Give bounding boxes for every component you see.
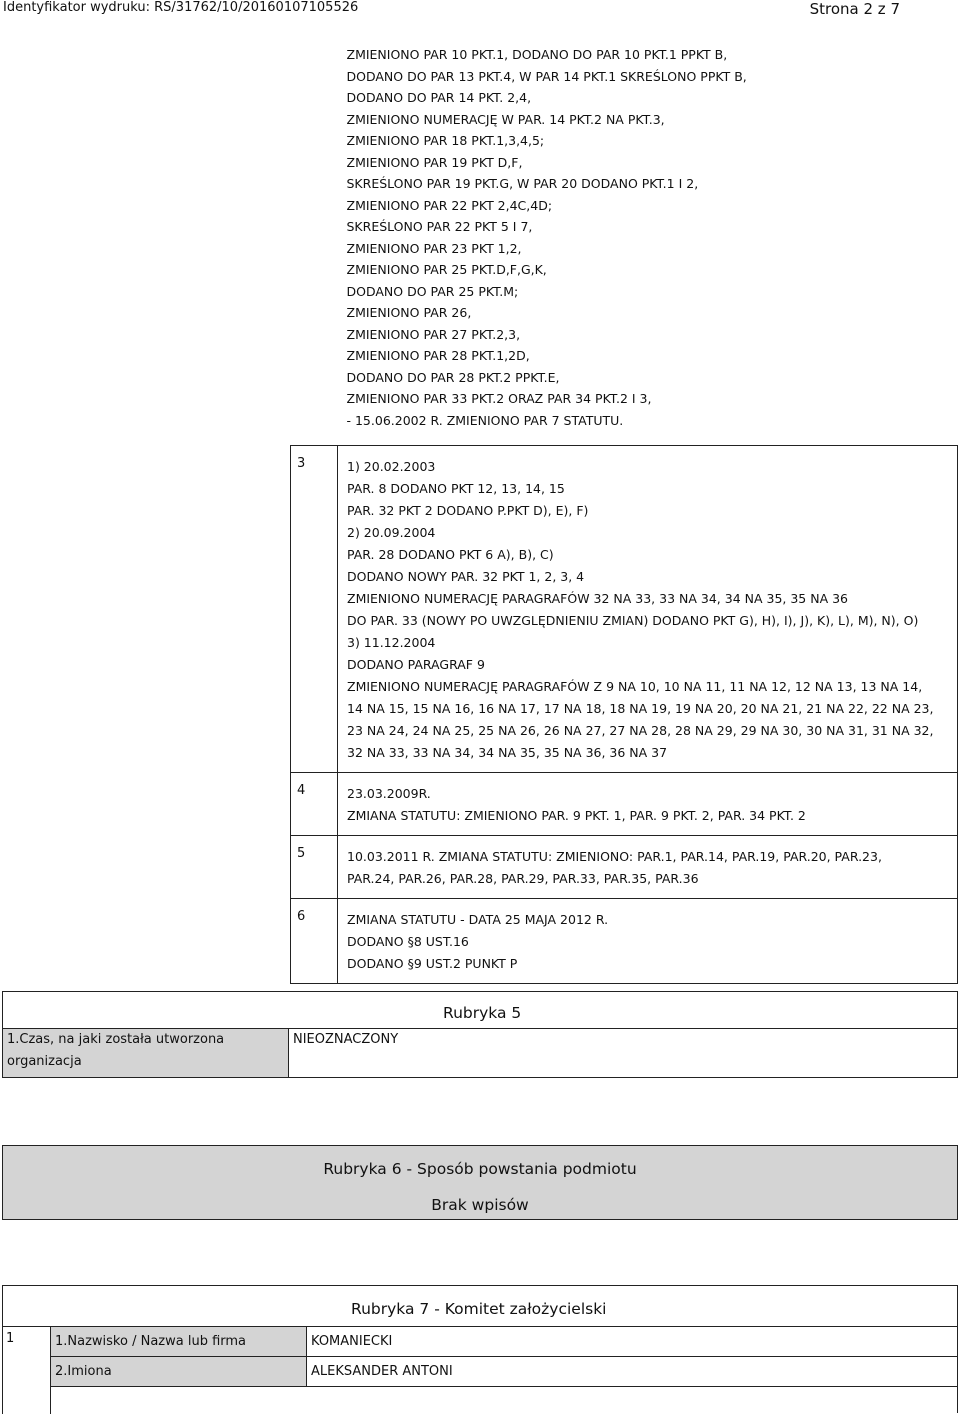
amendment-line: - 15.06.2002 R. ZMIENIONO PAR 7 STATUTU. — [346, 412, 624, 428]
amendment-line: ZMIENIONO PAR 27 PKT.2,3, — [346, 326, 521, 342]
first-names-label: 2.Imiona — [55, 1364, 112, 1379]
duration-label — [2, 1028, 289, 1078]
amendment-line: ZMIENIONO PAR 19 PKT D,F, — [346, 154, 523, 170]
amendment-line: SKREŚLONO PAR 22 PKT 5 I 7, — [346, 219, 533, 234]
amendment-line: ZMIENIONO NUMERACJĘ PARAGRAFÓW Z 9 NA 10, 10 NA 11, 11 NA 12, 12 NA 13, 13 NA 14, — [347, 679, 923, 694]
amendment-line: ZMIANA STATUTU - DATA 25 MAJA 2012 R. — [347, 912, 609, 927]
amendment-line: PAR.24, PAR.26, PAR.28, PAR.29, PAR.33, PAR.35, PAR.36 — [347, 871, 699, 886]
amendment-line: 3) 11.12.2004 — [347, 635, 436, 650]
amendment-line: DODANO DO PAR 14 PKT. 2,4, — [346, 90, 532, 105]
amendment-line: ZMIENIONO PAR 28 PKT.1,2D, — [346, 348, 530, 363]
amendment-text — [338, 20, 958, 446]
amendments-table — [290, 20, 958, 984]
duration-value: NIEOZNACZONY — [293, 1032, 399, 1047]
amendment-line: 32 NA 33, 33 NA 34, 34 NA 35, 35 NA 36, 36 NA 37 — [347, 745, 668, 760]
amendment-line: ZMIENIONO PAR 10 PKT.1, DODANO DO PAR 10 PKT.1 PPKT B, — [346, 47, 728, 62]
amendment-line: 14 NA 15, 15 NA 16, 16 NA 17, 17 NA 18, 18 NA 19, 19 NA 20, 20 NA 21, 21 NA 22, 22 NA 23, — [347, 701, 934, 716]
rubryka-7-title: Rubryka 7 - Komitet założycielski — [351, 1300, 607, 1318]
page-number: Strona 2 z 7 — [809, 0, 900, 18]
rubryka-6-section — [2, 1145, 958, 1220]
amendment-text — [338, 836, 958, 899]
name-label: 1.Nazwisko / Nazwa lub firma — [55, 1334, 247, 1349]
first-names-value: ALEKSANDER ANTONI — [311, 1364, 453, 1379]
amendment-line: PAR. 32 PKT 2 DODANO P.PKT D), E), F) — [347, 503, 589, 518]
amendment-line: 23 NA 24, 24 NA 25, 25 NA 26, 26 NA 27, 27 NA 28, 28 NA 29, 29 NA 30, 30 NA 31, 31 NA 32, — [347, 723, 934, 738]
amendment-line: DODANO NOWY PAR. 32 PKT 1, 2, 3, 4 — [347, 569, 585, 584]
amendment-line: ZMIENIONO PAR 26, — [346, 305, 472, 320]
duration-label-text: 1.Czas, na jaki została utworzona organizacja — [7, 1032, 225, 1069]
amendment-line: DODANO DO PAR 25 PKT.M; — [346, 283, 519, 299]
amendment-line: ZMIENIONO PAR 25 PKT.D,F,G,K, — [346, 262, 547, 277]
duration-value-cell — [288, 1028, 958, 1078]
amendment-number: 3 — [291, 446, 338, 773]
amendment-line: DODANO DO PAR 13 PKT.4, W PAR 14 PKT.1 SKREŚLONO PPKT B, — [346, 68, 747, 84]
amendment-row — [291, 899, 958, 984]
amendment-row — [291, 773, 958, 836]
name-label-cell — [50, 1326, 307, 1357]
amendment-line: DODANO §9 UST.2 PUNKT P — [347, 956, 518, 971]
amendment-line: SKREŚLONO PAR 19 PKT.G, W PAR 20 DODANO PKT.1 I 2, — [346, 176, 699, 191]
amendment-row — [291, 446, 958, 773]
rubryka-6-title: Rubryka 6 - Sposób powstania podmiotu — [323, 1160, 637, 1178]
amendment-line: ZMIENIONO NUMERACJĘ PARAGRAFÓW 32 NA 33, 33 NA 34, 34 NA 35, 35 NA 36 — [347, 591, 849, 606]
amendment-number: 6 — [291, 899, 338, 984]
amendment-line: ZMIENIONO PAR 18 PKT.1,3,4,5; — [346, 133, 545, 148]
amendment-number: 4 — [291, 773, 338, 836]
amendment-line: DODANO PARAGRAF 9 — [347, 657, 485, 672]
amendment-number — [291, 20, 338, 446]
amendment-line: PAR. 28 DODANO PKT 6 A), B), C) — [347, 547, 554, 562]
print-identifier: Identyfikator wydruku: RS/31762/10/20160107105526 — [3, 0, 359, 15]
amendment-number: 5 — [291, 836, 338, 899]
amendment-row — [291, 20, 958, 446]
amendment-line: ZMIANA STATUTU: ZMIENIONO PAR. 9 PKT. 1, PAR. 9 PKT. 2, PAR. 34 PKT. 2 — [347, 808, 806, 823]
amendment-line: ZMIENIONO NUMERACJĘ W PAR. 14 PKT.2 NA PKT.3, — [346, 111, 665, 127]
amendment-text — [338, 899, 958, 984]
amendment-line: 1) 20.02.2003 — [347, 459, 436, 474]
committee-row-number-cell — [2, 1326, 51, 1414]
amendment-line: ZMIENIONO PAR 23 PKT 1,2, — [346, 240, 522, 256]
amendment-line: ZMIENIONO PAR 33 PKT.2 ORAZ PAR 34 PKT.2 I 3, — [346, 391, 652, 406]
amendment-line: PAR. 8 DODANO PKT 12, 13, 14, 15 — [347, 481, 565, 496]
rubryka-5-section — [2, 991, 958, 1078]
name-value: KOMANIECKI — [311, 1334, 393, 1349]
first-names-label-cell — [50, 1356, 307, 1387]
rubryka-7-section — [2, 1285, 958, 1413]
amendment-line: DODANO §8 UST.16 — [347, 934, 469, 949]
amendment-line: DO PAR. 33 (NOWY PO UWZGLĘDNIENIU ZMIAN) DODANO PKT G), H), I), J), K), L), M), N), O) — [347, 613, 919, 628]
amendment-text — [338, 446, 958, 773]
amendment-line: 23.03.2009R. — [347, 786, 431, 801]
committee-row-number: 1 — [6, 1331, 15, 1346]
first-names-value-cell — [306, 1356, 958, 1387]
amendment-line: ZMIENIONO PAR 22 PKT 2,4C,4D; — [346, 197, 553, 213]
amendment-line: 10.03.2011 R. ZMIANA STATUTU: ZMIENIONO: PAR.1, PAR.14, PAR.19, PAR.20, PAR.23, — [347, 849, 882, 864]
name-value-cell — [306, 1326, 958, 1357]
amendment-row — [291, 836, 958, 899]
no-entries-text: Brak wpisów — [431, 1196, 529, 1214]
amendment-line: DODANO DO PAR 28 PKT.2 PPKT.E, — [346, 369, 560, 385]
amendment-line: 2) 20.09.2004 — [347, 525, 436, 540]
amendment-text — [338, 773, 958, 836]
rubryka-5-title: Rubryka 5 — [443, 1004, 522, 1022]
